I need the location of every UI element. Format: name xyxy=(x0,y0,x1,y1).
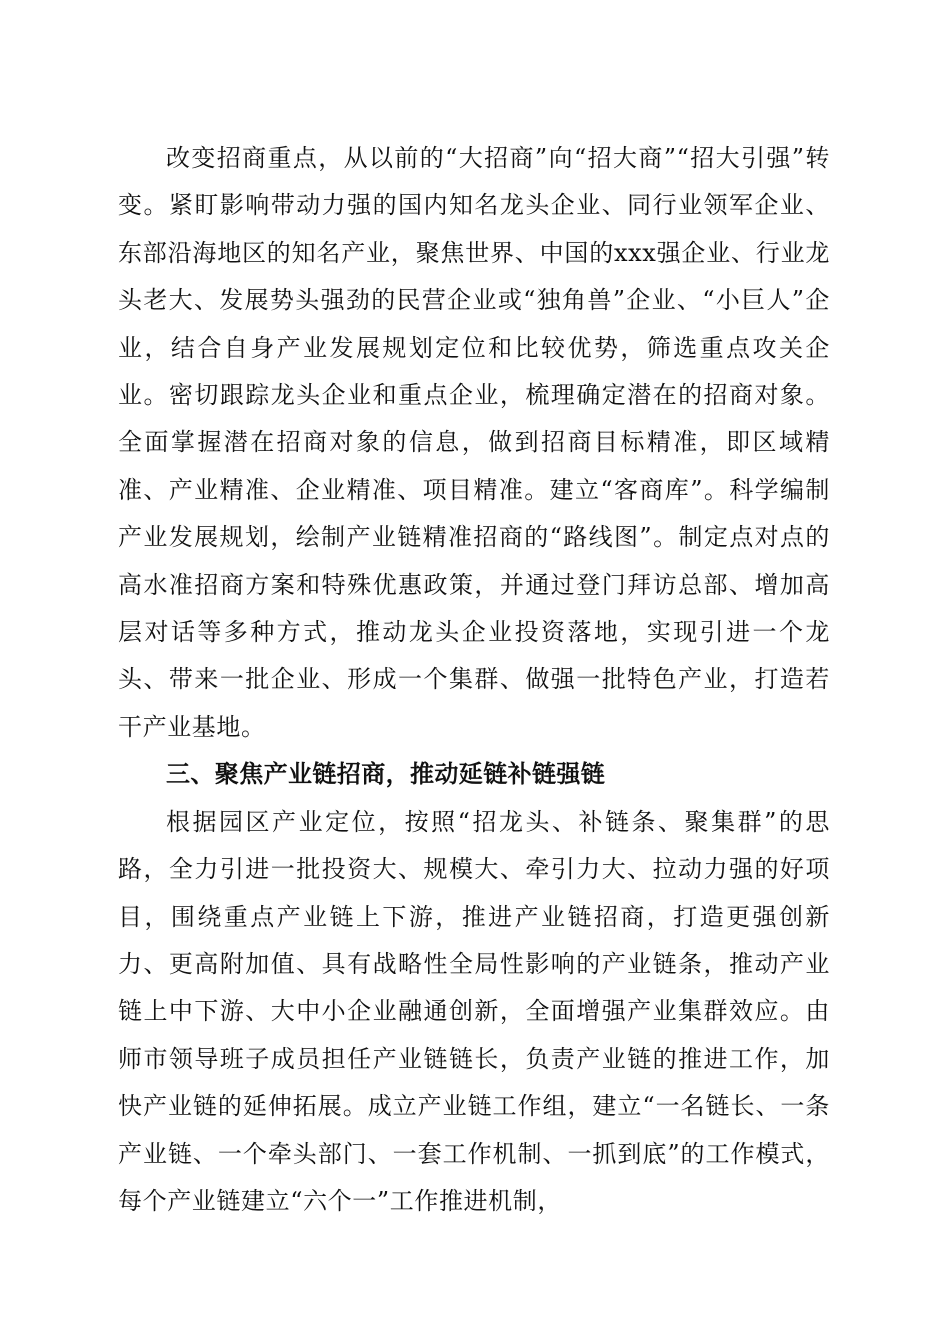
section-heading-industry-chain: 三、聚焦产业链招商，推动延链补链强链 xyxy=(166,760,606,789)
paragraph-industry-chain: 根据园区产业定位，按照“招龙头、补链条、聚集群”的思路，全力引进一批投资大、规模大、牵引力大、拉动力强的好项目，围绕重点产业链上下游，推进产业链招商，打造更强创新力、更高附加值、具有战略性全局性影响的产业链条，推动产业链上中下游、大中小企业融通创新，全面增强产业集群效应。由师市领导班子成员担任产业链链长，负责产业链的推进工作，加快产业链的延伸拓展。成立产业链工作组，建立“一名链长、一条产业链、一个牵头部门、一套工作机制、一抓到底”的工作模式，每个产业链建立“六个一”工作推进机制， xyxy=(118,807,830,1215)
document-body xyxy=(118,135,830,1225)
paragraph-investment-focus: 改变招商重点，从以前的“大招商”向“招大商”“招大引强”转变。紧盯影响带动力强的国内知名龙头企业、同行业领军企业、东部沿海地区的知名产业，聚焦世界、中国的xxx强企业、行业龙头老大、发展势头强劲的民营企业或“独角兽”企业、“小巨人”企业，结合自身产业发展规划定位和比较优势，筛选重点攻关企业。密切跟踪龙头企业和重点企业，梳理确定潜在的招商对象。全面掌握潜在招商对象的信息，做到招商目标精准，即区域精准、产业精准、企业精准、项目精准。建立“客商库”。科学编制产业发展规划，绘制产业链精准招商的“路线图”。制定点对点的高水准招商方案和特殊优惠政策，并通过登门拜访总部、增加高层对话等多种方式，推动龙头企业投资落地，实现引进一个龙头、带来一批企业、形成一个集群、做强一批特色产业，打造若干产业基地。 xyxy=(118,144,830,741)
